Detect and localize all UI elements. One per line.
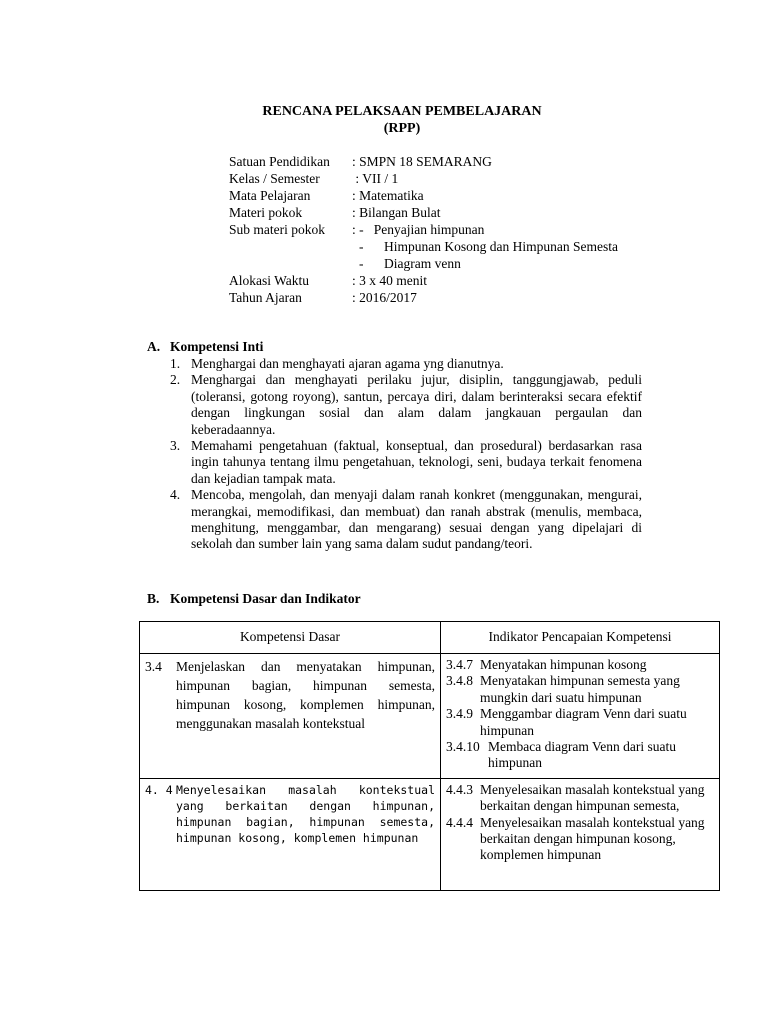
indicator-code: 3.4.8 <box>446 673 473 689</box>
identity-label: Kelas / Semester <box>229 171 320 186</box>
list-text: Menghargai dan menghayati ajaran agama yng dianutnya. <box>191 356 504 371</box>
table-header-kd: Kompetensi Dasar <box>140 622 441 654</box>
identity-label: Satuan Pendidikan <box>229 154 330 169</box>
identity-value: : SMPN 18 SEMARANG <box>352 154 492 169</box>
list-number: 4. <box>170 487 181 503</box>
table-row <box>140 654 720 779</box>
indicator-text: Menggambar diagram Venn dari suatu himpunan <box>480 706 687 738</box>
kd-cell <box>140 654 441 779</box>
identity-label: Alokasi Waktu <box>229 273 310 288</box>
identity-label: Tahun Ajaran <box>229 290 302 305</box>
indicator-item <box>446 739 715 772</box>
document-subtitle: (RPP) <box>383 121 421 136</box>
kd-text <box>145 782 435 846</box>
section-b-heading <box>147 591 361 607</box>
identity-value: : 3 x 40 menit <box>352 273 427 288</box>
table-header-indikator: Indikator Pencapaian Kompetensi <box>441 622 720 654</box>
indicator-cell <box>441 778 720 890</box>
kd-description: Menjelaskan dan menyatakan himpunan, himpunan bagian, himpunan semesta, himpunan kosong, komplemen himpunan, menggunakan masalah kontekstual <box>176 659 435 731</box>
kompetensi-inti-list <box>170 356 642 553</box>
section-b-letter: B. <box>147 591 160 606</box>
indicator-item <box>446 782 715 815</box>
identity-value: : 2016/2017 <box>352 290 417 305</box>
table-header-row <box>140 622 720 654</box>
table-row <box>140 778 720 890</box>
identity-value: : Bilangan Bulat <box>352 205 441 220</box>
list-number: 2. <box>170 372 181 388</box>
list-item <box>170 487 642 553</box>
list-text: Memahami pengetahuan (faktual, konseptual, dan prosedural) berdasarkan rasa ingin tahunya tentang ilmu pengetahuan, teknologi, seni, budaya terkait fenomena dan kejadian tampak mata. <box>191 438 642 486</box>
list-number: 3. <box>170 438 181 454</box>
kd-code: 4. 4 <box>145 782 173 797</box>
indicator-item <box>446 673 715 706</box>
kd-cell <box>140 778 441 890</box>
identity-label: Mata Pelajaran <box>229 188 311 203</box>
list-item <box>170 372 642 438</box>
indicator-code: 3.4.9 <box>446 706 473 722</box>
indicator-text: Membaca diagram Venn dari suatu himpunan <box>488 739 676 771</box>
indicator-code: 3.4.10 <box>446 739 480 755</box>
indicator-text: Menyatakan himpunan kosong <box>480 657 647 672</box>
indicator-item <box>446 706 715 739</box>
identity-value: : VII / 1 <box>352 171 399 186</box>
sub-materi-text: Himpunan Kosong dan Himpunan Semesta <box>384 239 618 254</box>
indicator-code: 4.4.3 <box>446 781 473 797</box>
sub-materi-dash: - <box>359 239 364 254</box>
kd-text <box>145 657 435 733</box>
list-item <box>170 356 642 372</box>
identity-label: Materi pokok <box>229 205 303 220</box>
identity-label: Sub materi pokok <box>229 222 325 237</box>
kd-description: Menyelesaikan masalah kontekstual yang berkaitan dengan himpunan, himpunan bagian, himpunan semesta, himpunan kosong, komplemen himpunan <box>176 782 435 845</box>
list-number: 1. <box>170 356 181 371</box>
indicator-code: 4.4.4 <box>446 814 473 830</box>
identity-value: : - Penyajian himpunan <box>352 222 485 237</box>
indicator-text: Menyelesaikan masalah kontekstual yang berkaitan dengan himpunan semesta, <box>480 781 705 814</box>
indicator-text: Menyatakan himpunan semesta yang mungkin dari suatu himpunan <box>480 673 680 705</box>
sub-materi-text: Diagram venn <box>384 256 461 271</box>
sub-materi-dash: - <box>359 256 364 271</box>
section-a-letter: A. <box>147 339 161 354</box>
indicator-item <box>446 657 715 673</box>
list-text: Mencoba, mengolah, dan menyaji dalam ranah konkret (menggunakan, mengurai, merangkai, memodifikasi, dan membuat) dan ranah abstrak (menulis, membaca, menghitung, menggambar, dan mengarang) sesuai dengan yang dipelajari di sekolah dan sumber lain yang sama dalam sudut pandang/teori. <box>191 487 642 552</box>
identity-value: : Matematika <box>352 188 424 203</box>
section-a-title: Kompetensi Inti <box>170 339 264 354</box>
section-b-title: Kompetensi Dasar dan Indikator <box>170 591 361 606</box>
indicator-item <box>446 815 715 864</box>
list-text: Menghargai dan menghayati perilaku jujur, disiplin, tanggungjawab, peduli (toleransi, gotong royong), santun, percaya diri, dalam berinteraksi secara efektif dengan lingkungan sosial dan alam dalam jangkauan pergaulan dan keberadaannya. <box>191 372 642 437</box>
section-a-heading <box>147 339 263 355</box>
indicator-code: 3.4.7 <box>446 657 473 672</box>
kd-code: 3.4 <box>145 659 162 674</box>
indicator-text: Menyelesaikan masalah kontekstual yang berkaitan dengan himpunan kosong, komplemen himpunan <box>480 814 705 863</box>
indicator-cell <box>441 654 720 779</box>
document-title: RENCANA PELAKSAAN PEMBELAJARAN <box>262 104 542 119</box>
list-item <box>170 438 642 487</box>
kompetensi-table <box>139 621 720 891</box>
